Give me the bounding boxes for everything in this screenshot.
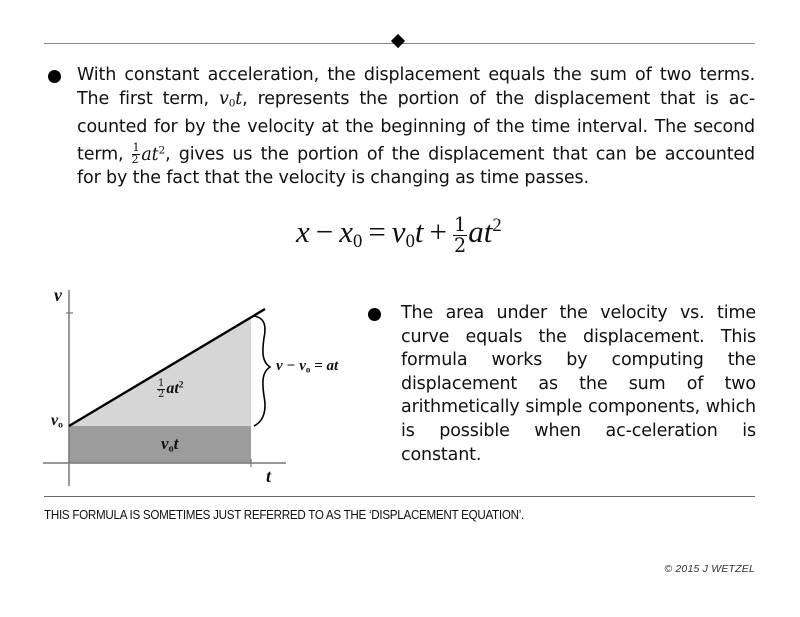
at2-term: $at^2$ (141, 144, 166, 165)
para1-line1: With constant acceleration, the displacement equals the sum of two terms. (77, 65, 755, 85)
v-axis-label: v (54, 285, 62, 305)
displacement-equation: $x - x_0 = v_0t$ + $\frac{1}{2}$ $at^2$ (296, 213, 502, 257)
curly-brace-icon (254, 316, 270, 426)
t-axis-label: t (266, 466, 272, 486)
bottom-divider (44, 496, 755, 497)
rect-area-label: $v_ot$ (161, 434, 179, 455)
paragraph-area-under-curve: The area under the velocity vs. time curve equals the displacement. This formula works by computing the displacement as the sum of two arithmetically simple components, which is possible when ac-celeration is constant. (401, 303, 756, 465)
footnote: THIS FORMULA IS SOMETIMES JUST REFERRED TO AS THE ‘DISPLACEMENT EQUATION’. (44, 508, 524, 522)
para1-line5: for by the fact that the velocity is changing as time passes. (77, 168, 589, 189)
bullet-icon (368, 308, 381, 321)
v0-label: $v_o$ (51, 412, 63, 431)
brace-label: $v - v_o$ = at (276, 358, 339, 375)
para1-line4: term, $\frac{1}{2}$ $at^2$, gives us the portion of the displacement that can be accounted (77, 141, 755, 167)
triangle-area-label: $\frac{1}{2}$ $at^2$ (158, 378, 184, 400)
rectangle-area (69, 426, 251, 463)
para1-line3: counted for by the velocity at the beginning of the time interval. The second (77, 116, 755, 137)
half-fraction: $\frac{1}{2}$ (131, 141, 140, 167)
para1-line2: The first term, $v_0t$, represents the portion of the displacement that is ac- (77, 88, 755, 110)
copyright: © 2015 J WETZEL (664, 563, 755, 575)
v0t-term: $v_0t$ (218, 88, 243, 110)
